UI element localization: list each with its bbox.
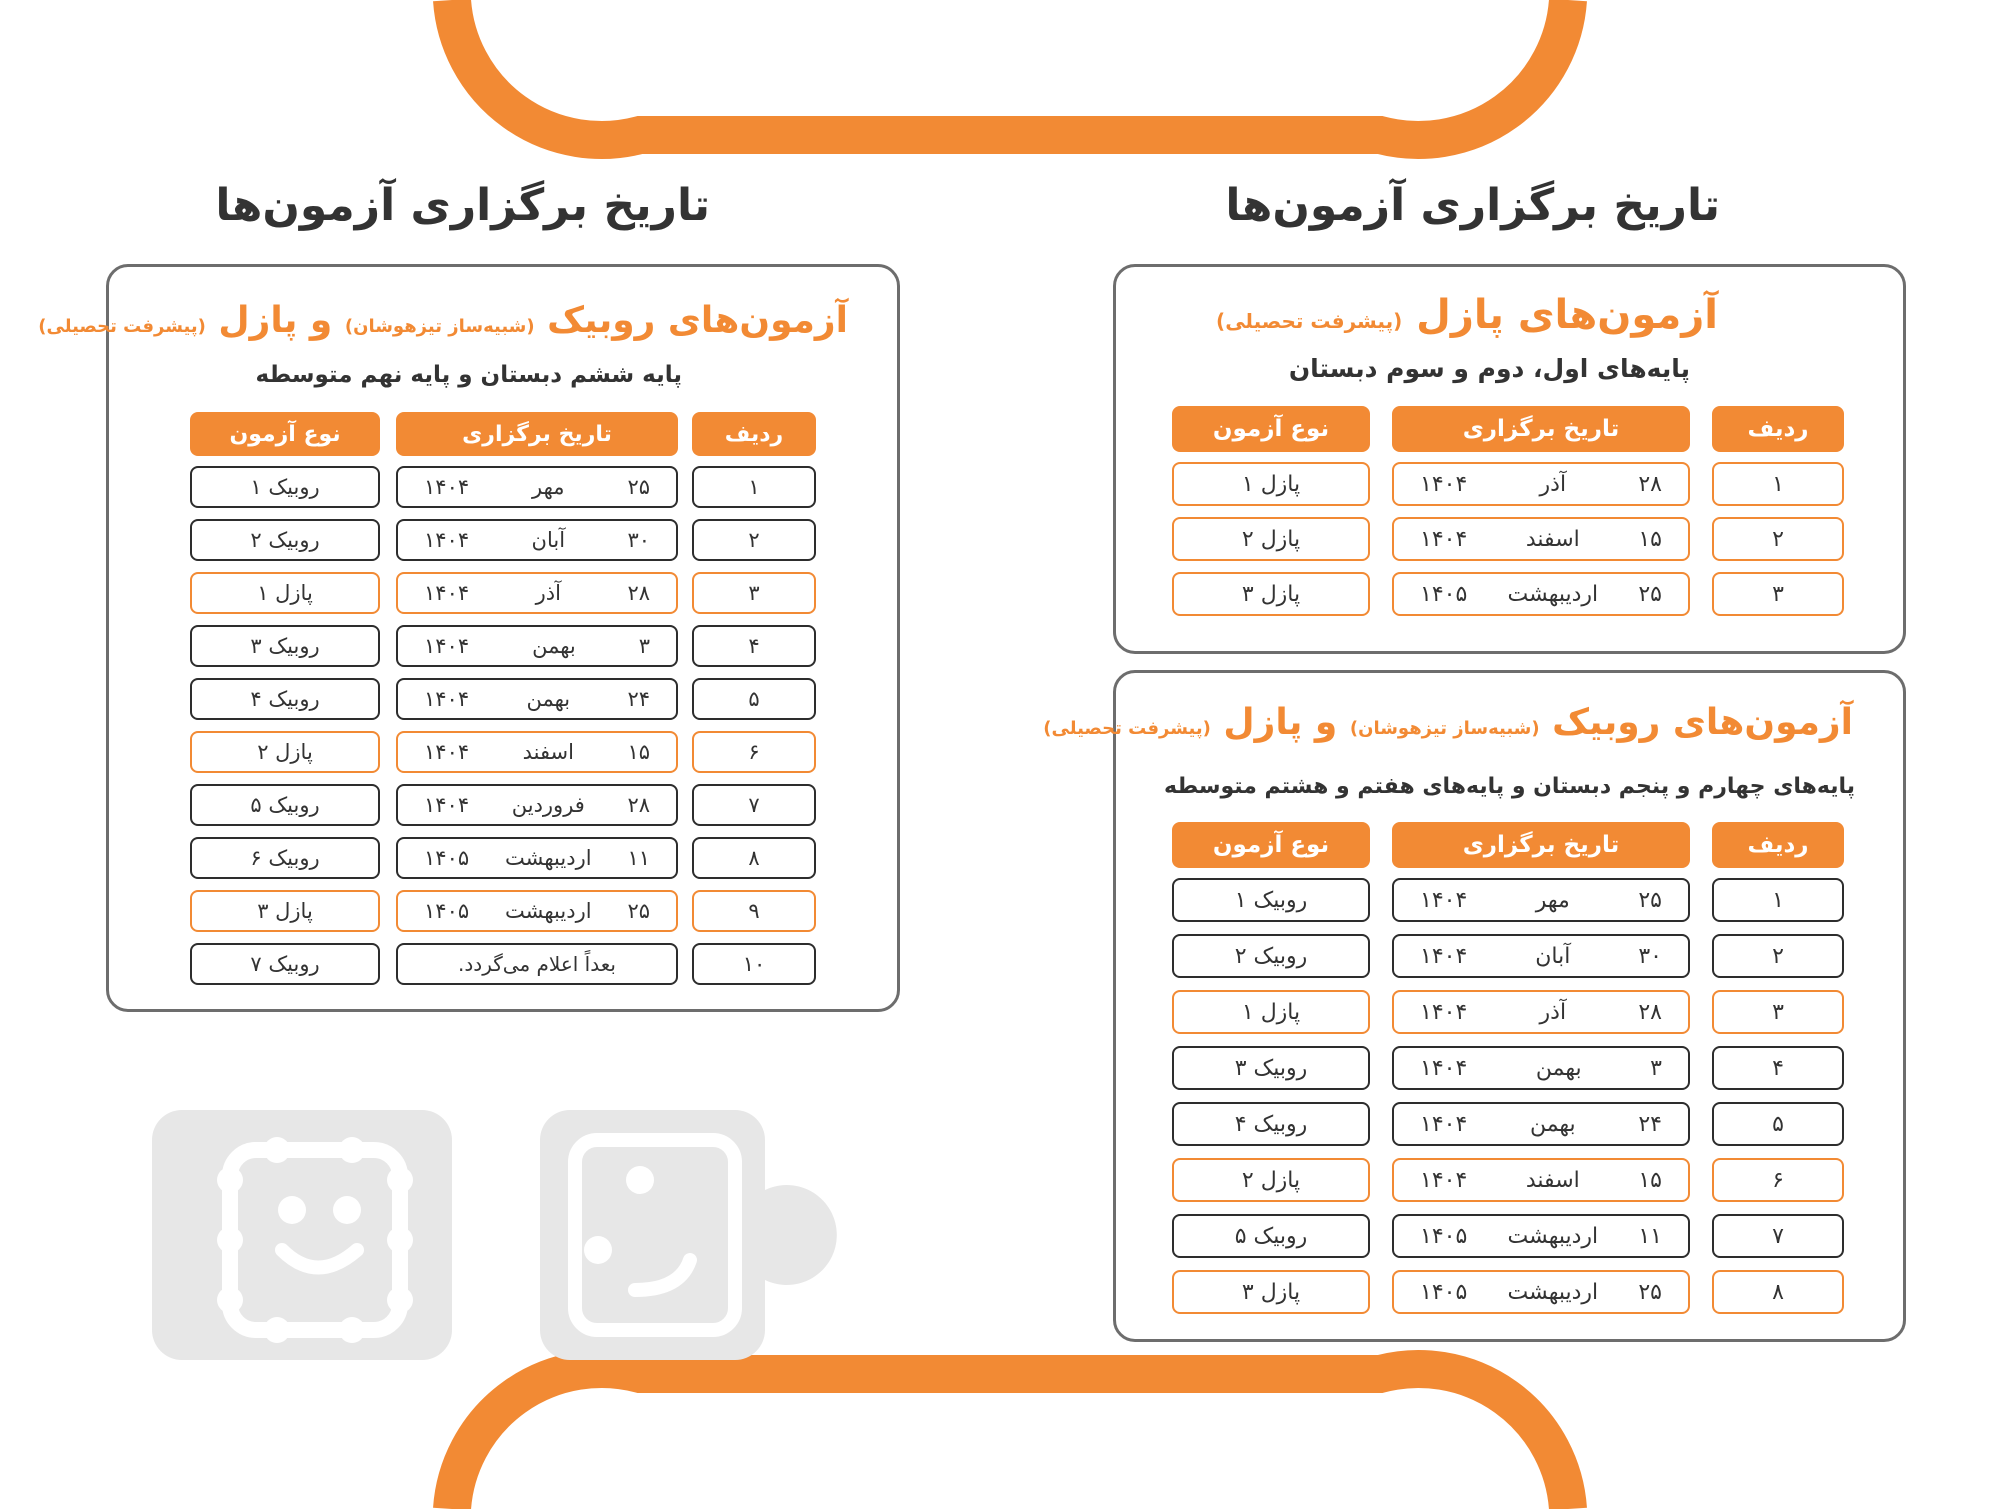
date-year: ۱۴۰۴: [424, 740, 470, 764]
exam-type-cell: [1172, 1214, 1370, 1258]
row-number: ۳: [1772, 581, 1784, 607]
date-day: ۲۸: [627, 793, 650, 817]
date-day: ۳۰: [627, 528, 650, 552]
exam-type-cell: [1172, 1158, 1370, 1202]
row-number-cell: [692, 943, 816, 985]
exam-type-cell: [190, 837, 380, 879]
date-day: ۲۸: [1638, 999, 1662, 1025]
row-number-cell: [692, 890, 816, 932]
exam-type: روبیک ۶: [250, 846, 320, 870]
cube-face-icon: [152, 1110, 452, 1360]
date-year: ۱۴۰۴: [1420, 1055, 1468, 1081]
header-date: تاریخ برگزاری: [1392, 822, 1690, 868]
date-day: ۲۴: [1638, 1111, 1662, 1137]
header-type: نوع آزمون: [1172, 406, 1370, 452]
exam-type-cell: [190, 625, 380, 667]
date-day: ۳۰: [1638, 943, 1662, 969]
exam-type: پازل ۲: [1241, 526, 1301, 552]
date-year: ۱۴۰۵: [1420, 1279, 1468, 1305]
row-number: ۱: [1772, 887, 1784, 913]
date-cell: [396, 731, 678, 773]
row-number-cell: [1712, 1158, 1844, 1202]
panel-c-title-and: و پازل: [218, 300, 333, 341]
date-cell: [1392, 462, 1690, 506]
panel-b-title: [1043, 702, 1853, 743]
date-year: ۱۴۰۴: [1420, 999, 1468, 1025]
date-month: اسفند: [522, 740, 574, 764]
panel-c-title-note2: (پیشرفت تحصیلی): [38, 316, 206, 337]
exam-type: روبیک ۳: [1234, 1055, 1308, 1081]
date-month: بهمن: [1529, 1111, 1576, 1137]
row-number: ۴: [1772, 1055, 1784, 1081]
date-day: ۱۵: [1638, 1167, 1662, 1193]
date-cell: [396, 943, 678, 985]
date-month: فروردین: [511, 793, 585, 817]
exam-type: روبیک ۷: [250, 952, 320, 976]
date-month: اردیبهشت: [1507, 1223, 1599, 1249]
date-cell: [1392, 934, 1690, 978]
panel-c-subtitle: پایه ششم دبستان و پایه نهم متوسطه: [255, 362, 682, 388]
exam-type-cell: [1172, 1046, 1370, 1090]
date-year: ۱۴۰۵: [1420, 1223, 1468, 1249]
exam-type-cell: [1172, 990, 1370, 1034]
row-number-cell: [692, 731, 816, 773]
row-number: ۶: [748, 740, 760, 764]
date-month: بهمن: [1535, 1055, 1582, 1081]
date-cell: [396, 837, 678, 879]
date-day: ۱۵: [627, 740, 650, 764]
date-cell: [1392, 1158, 1690, 1202]
panel-b-title-and: و پازل: [1223, 702, 1338, 743]
date-year: ۱۴۰۴: [1420, 471, 1468, 497]
row-number: ۲: [1772, 943, 1784, 969]
date-day: ۲۸: [1638, 471, 1662, 497]
date-month: آذر: [1539, 471, 1567, 497]
panel-c-title-main: آزمون‌های روبیک: [547, 300, 848, 341]
panel-c-title: [38, 300, 848, 341]
exam-type: روبیک ۴: [1234, 1111, 1308, 1137]
row-number: ۸: [1772, 1279, 1784, 1305]
date-cell: [1392, 1046, 1690, 1090]
exam-type: پازل ۲: [1241, 1167, 1301, 1193]
exam-type-cell: [190, 943, 380, 985]
date-month: مهر: [532, 475, 565, 499]
panel-b-title-note2: (پیشرفت تحصیلی): [1043, 718, 1211, 739]
exam-type: روبیک ۱: [1234, 887, 1308, 913]
page-title-right: تاریخ برگزاری آزمون‌ها: [1225, 180, 1720, 231]
exam-type-cell: [190, 466, 380, 508]
header-type: نوع آزمون: [190, 412, 380, 456]
date-note: بعداً اعلام می‌گردد.: [458, 952, 616, 976]
exam-type: روبیک ۲: [250, 528, 320, 552]
date-day: ۲۵: [1638, 1279, 1662, 1305]
row-number-cell: [692, 784, 816, 826]
date-year: ۱۴۰۴: [1420, 526, 1468, 552]
date-cell: [1392, 878, 1690, 922]
date-month: آبان: [1535, 943, 1571, 969]
date-year: ۱۴۰۴: [424, 581, 470, 605]
date-day: ۲۵: [1638, 581, 1662, 607]
date-day: ۱۱: [1638, 1223, 1662, 1249]
date-month: بهمن: [532, 634, 576, 658]
exam-type-cell: [1172, 934, 1370, 978]
puzzle-piece-icon: [540, 1110, 860, 1360]
date-month: آذر: [1539, 999, 1567, 1025]
exam-type-cell: [1172, 1270, 1370, 1314]
panel-b-subtitle: پایه‌های چهارم و پنجم دبستان و پایه‌های هفتم و هشتم متوسطه: [1164, 774, 1855, 799]
row-number-cell: [692, 837, 816, 879]
date-day: ۳: [1650, 1055, 1662, 1081]
date-day: ۲۵: [1638, 887, 1662, 913]
date-year: ۱۴۰۴: [424, 793, 470, 817]
exam-type-cell: [190, 572, 380, 614]
exam-type: پازل ۱: [1241, 999, 1301, 1025]
row-number-cell: [1712, 1270, 1844, 1314]
row-number-cell: [1712, 462, 1844, 506]
bottom-arc-decoration: [0, 1349, 2000, 1509]
row-number: ۲: [748, 528, 760, 552]
exam-type-cell: [1172, 878, 1370, 922]
exam-type-cell: [190, 731, 380, 773]
exam-type-cell: [1172, 1102, 1370, 1146]
exam-type: پازل ۳: [1241, 1279, 1301, 1305]
date-month: اردیبهشت: [1507, 1279, 1599, 1305]
date-month: بهمن: [526, 687, 571, 711]
row-number-cell: [692, 678, 816, 720]
panel-c-title-note1: (شبیه‌ساز تیزهوشان): [344, 316, 535, 337]
row-number-cell: [1712, 1214, 1844, 1258]
row-number: ۴: [748, 634, 760, 658]
date-year: ۱۴۰۵: [424, 899, 470, 923]
exam-type-cell: [190, 678, 380, 720]
row-number: ۵: [748, 687, 760, 711]
date-day: ۲۴: [627, 687, 650, 711]
row-number-cell: [1712, 1046, 1844, 1090]
top-arc-decoration: [0, 0, 2000, 160]
header-date: تاریخ برگزاری: [1392, 406, 1690, 452]
date-cell: [1392, 990, 1690, 1034]
row-number: ۳: [748, 581, 760, 605]
page-title-left: تاریخ برگزاری آزمون‌ها: [215, 180, 710, 231]
date-cell: [1392, 1214, 1690, 1258]
date-cell: [396, 890, 678, 932]
row-number-cell: [1712, 1102, 1844, 1146]
row-number: ۳: [1772, 999, 1784, 1025]
row-number: ۲: [1772, 526, 1784, 552]
panel-a-title-note: (پیشرفت تحصیلی): [1216, 309, 1403, 333]
row-number-cell: [1712, 572, 1844, 616]
date-year: ۱۴۰۴: [424, 475, 470, 499]
date-year: ۱۴۰۴: [1420, 887, 1468, 913]
exam-type-cell: [190, 784, 380, 826]
exam-type: پازل ۱: [257, 581, 313, 605]
date-month: اردیبهشت: [505, 899, 592, 923]
exam-type: روبیک ۴: [250, 687, 320, 711]
date-month: اسفند: [1525, 1167, 1580, 1193]
row-number-cell: [692, 519, 816, 561]
exam-type-cell: [1172, 462, 1370, 506]
exam-type-cell: [1172, 517, 1370, 561]
exam-type-cell: [190, 890, 380, 932]
date-year: ۱۴۰۴: [1420, 1167, 1468, 1193]
header-row: ردیف: [1712, 406, 1844, 452]
date-year: ۱۴۰۴: [1420, 1111, 1468, 1137]
date-month: اردیبهشت: [505, 846, 592, 870]
panel-a-subtitle: پایه‌های اول، دوم و سوم دبستان: [1288, 354, 1690, 383]
date-year: ۱۴۰۴: [424, 528, 470, 552]
row-number: ۵: [1772, 1111, 1784, 1137]
date-year: ۱۴۰۴: [1420, 943, 1468, 969]
exam-type: روبیک ۵: [250, 793, 320, 817]
header-date: تاریخ برگزاری: [396, 412, 678, 456]
exam-type-cell: [190, 519, 380, 561]
date-month: مهر: [1535, 887, 1570, 913]
date-cell: [1392, 1102, 1690, 1146]
exam-type: پازل ۱: [1241, 471, 1301, 497]
exam-type: پازل ۲: [257, 740, 313, 764]
row-number: ۱: [748, 475, 760, 499]
date-cell: [396, 572, 678, 614]
date-month: آبان: [531, 528, 566, 552]
row-number-cell: [1712, 934, 1844, 978]
panel-b-title-main: آزمون‌های روبیک: [1552, 702, 1853, 743]
row-number-cell: [1712, 878, 1844, 922]
row-number-cell: [692, 572, 816, 614]
date-cell: [396, 784, 678, 826]
date-day: ۲۵: [627, 475, 650, 499]
row-number: ۱۰: [742, 952, 766, 976]
header-type: نوع آزمون: [1172, 822, 1370, 868]
date-month: آذر: [535, 581, 561, 605]
exam-type: روبیک ۵: [1234, 1223, 1308, 1249]
panel-a-title-main: آزمون‌های پازل: [1416, 292, 1718, 338]
panel-a-title: [1150, 292, 1718, 338]
exam-type: پازل ۳: [1241, 581, 1301, 607]
header-row: ردیف: [1712, 822, 1844, 868]
panel-b-title-note1: (شبیه‌ساز تیزهوشان): [1349, 718, 1540, 739]
row-number-cell: [1712, 517, 1844, 561]
date-cell: [1392, 517, 1690, 561]
exam-type: روبیک ۳: [250, 634, 320, 658]
date-year: ۱۴۰۴: [424, 687, 470, 711]
row-number: ۶: [1772, 1167, 1784, 1193]
row-number: ۷: [1772, 1223, 1784, 1249]
exam-type-cell: [1172, 572, 1370, 616]
header-row: ردیف: [692, 412, 816, 456]
date-cell: [396, 678, 678, 720]
date-year: ۱۴۰۵: [1420, 581, 1468, 607]
row-number-cell: [692, 625, 816, 667]
date-day: ۲۸: [627, 581, 650, 605]
row-number: ۷: [748, 793, 760, 817]
row-number: ۱: [1772, 471, 1784, 497]
row-number: ۹: [748, 899, 760, 923]
row-number-cell: [1712, 990, 1844, 1034]
date-day: ۳: [638, 634, 650, 658]
exam-type: روبیک ۲: [1234, 943, 1308, 969]
date-day: ۱۵: [1638, 526, 1662, 552]
row-number-cell: [692, 466, 816, 508]
date-cell: [396, 625, 678, 667]
date-day: ۲۵: [627, 899, 650, 923]
date-cell: [396, 519, 678, 561]
date-month: اسفند: [1525, 526, 1580, 552]
date-cell: [396, 466, 678, 508]
row-number: ۸: [748, 846, 760, 870]
exam-type: پازل ۳: [257, 899, 313, 923]
date-year: ۱۴۰۴: [424, 634, 470, 658]
date-year: ۱۴۰۵: [424, 846, 470, 870]
date-month: اردیبهشت: [1507, 581, 1599, 607]
exam-type: روبیک ۱: [250, 475, 320, 499]
date-cell: [1392, 572, 1690, 616]
date-cell: [1392, 1270, 1690, 1314]
date-day: ۱۱: [627, 846, 650, 870]
